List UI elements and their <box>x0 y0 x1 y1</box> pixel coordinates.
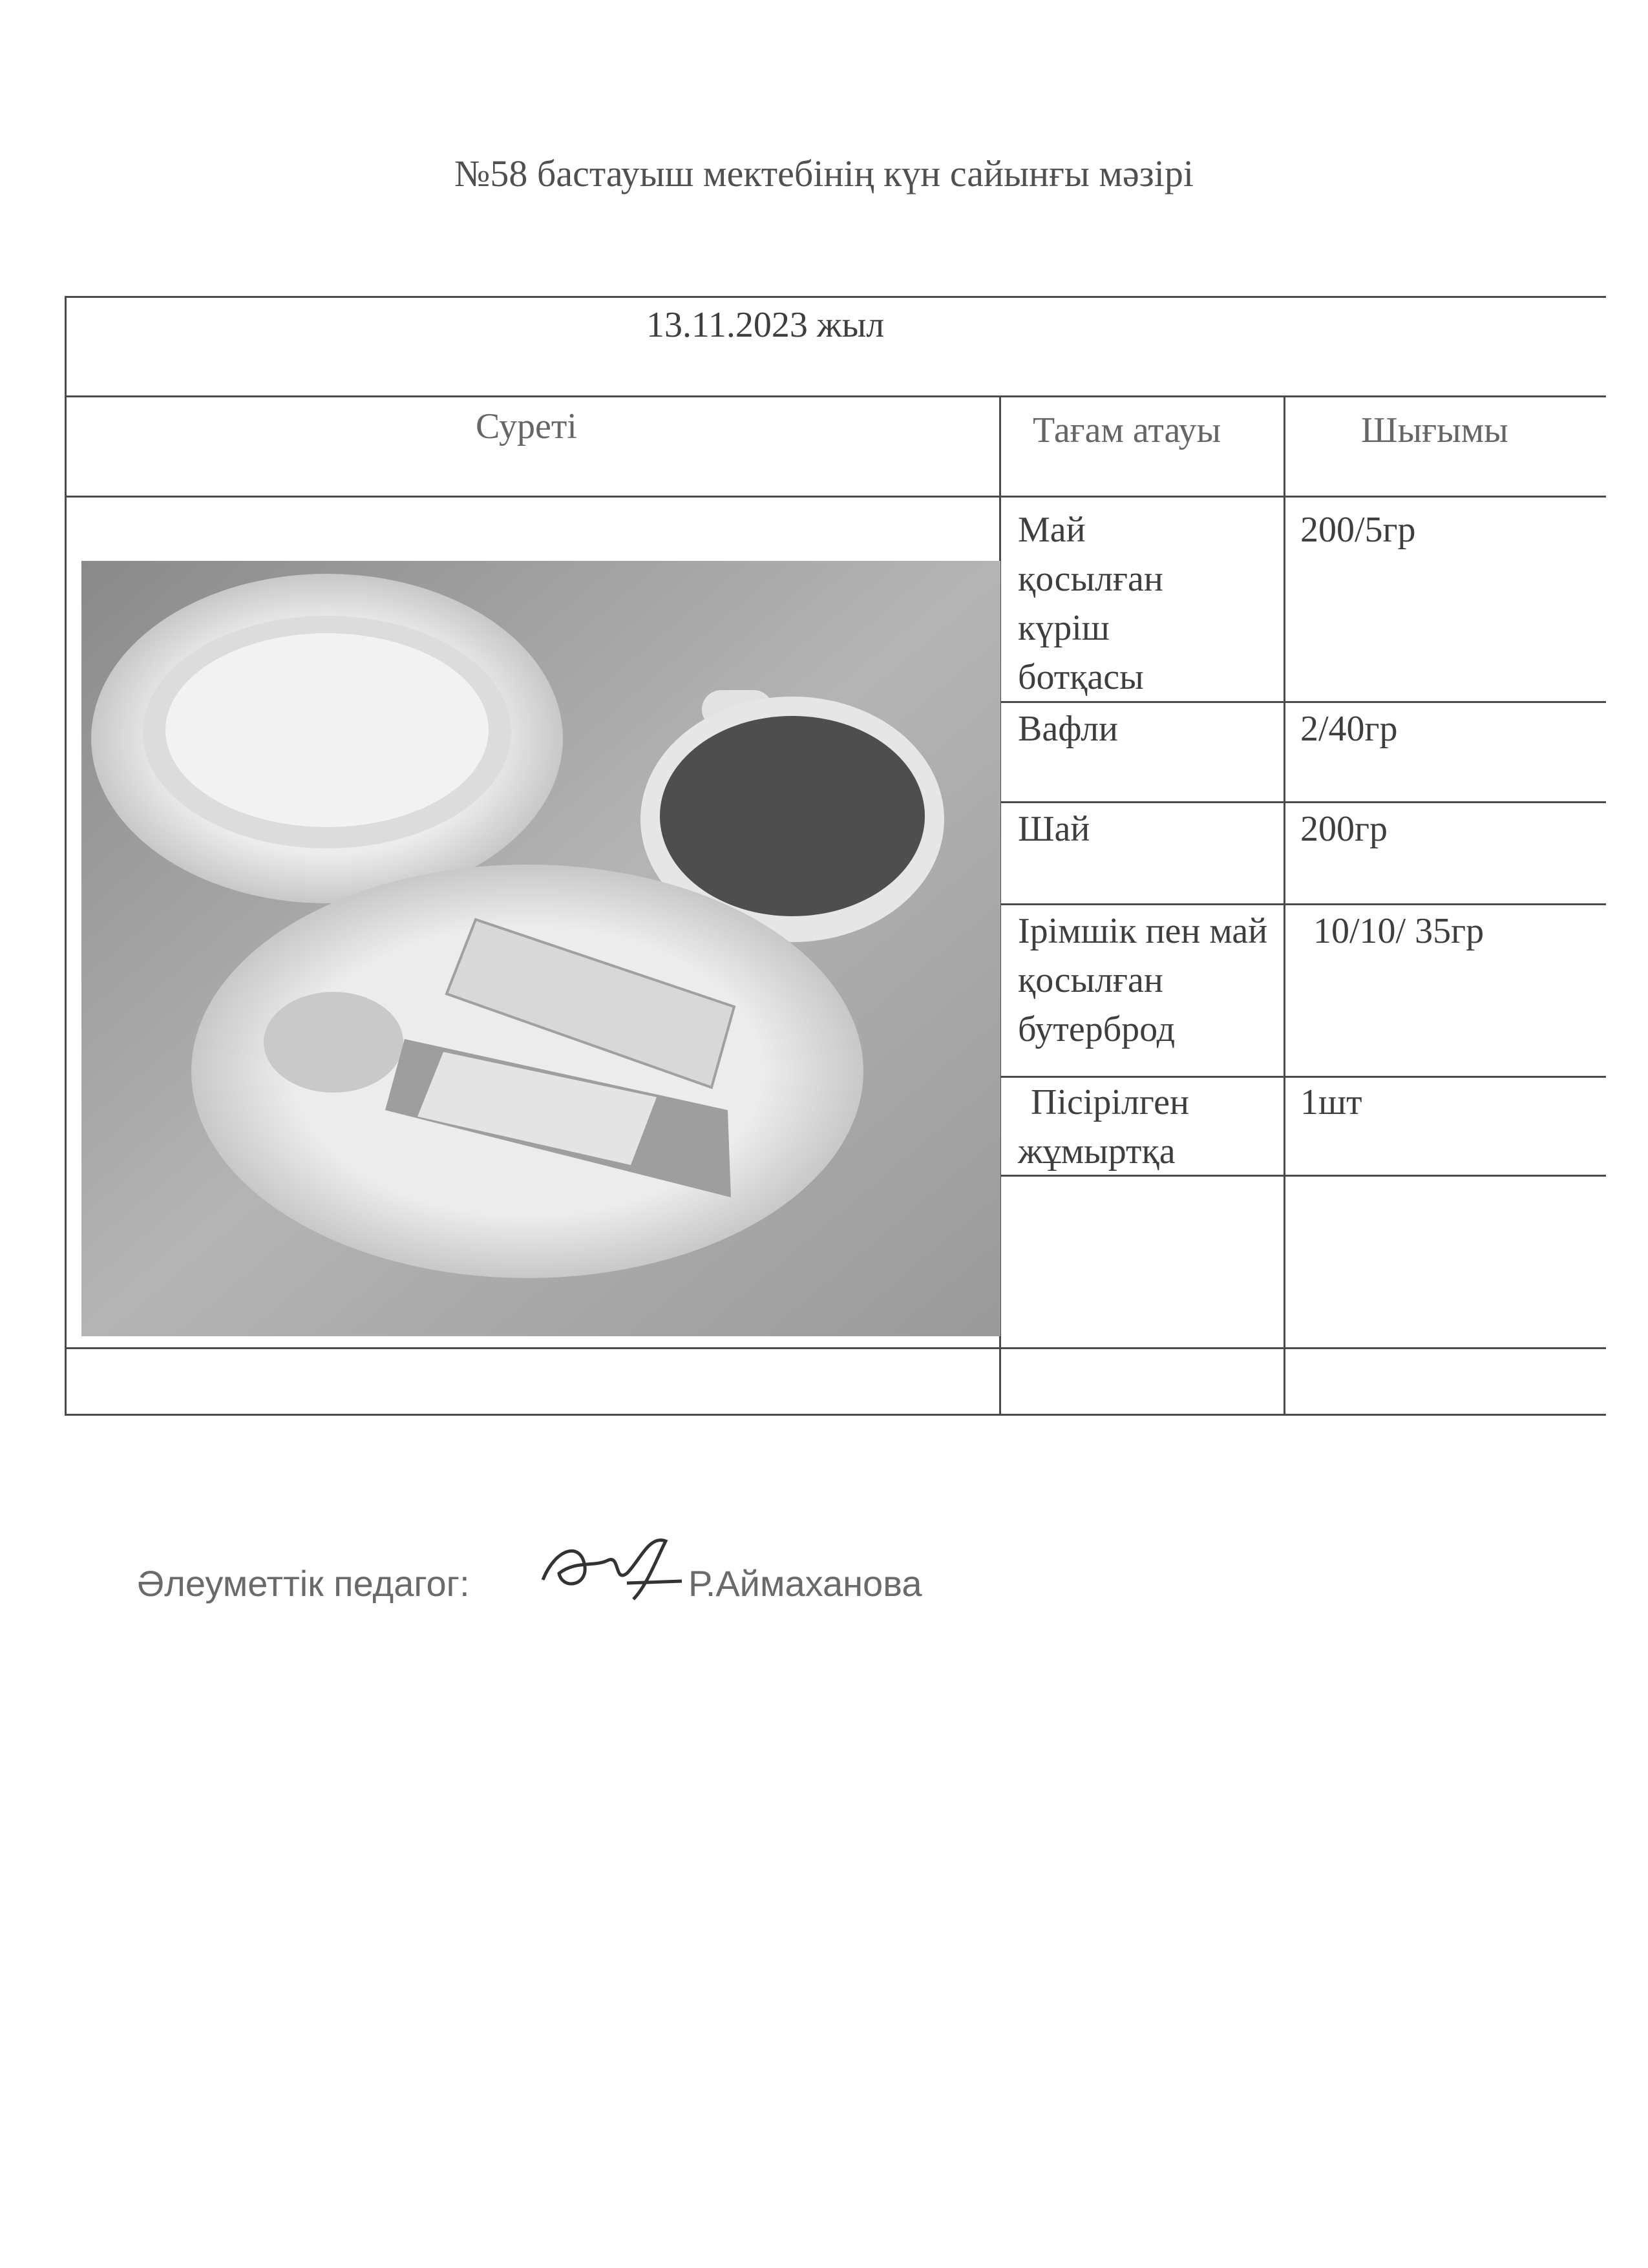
dish-yield: 200гр <box>1300 809 1388 849</box>
header-dish: Тағам атауы <box>1033 410 1221 450</box>
dish-name: Шай <box>1018 809 1090 849</box>
dish-yield: 200/5гр <box>1300 510 1416 550</box>
header-photo: Суреті <box>476 406 577 446</box>
dish-yield: 2/40гр <box>1300 709 1398 749</box>
table-date: 13.11.2023 жыл <box>646 305 885 345</box>
dish-name: Ірімшік пен май қосылған бутерброд <box>1018 911 1268 1049</box>
food-photo <box>81 561 1000 1336</box>
header-yield: Шығымы <box>1361 410 1508 450</box>
dish-name: Май қосылған күріш ботқасы <box>1018 510 1163 697</box>
dish-yield: 10/10/ 35гр <box>1313 911 1484 951</box>
signature-image <box>536 1522 685 1612</box>
dish-name: Пісірілген жұмыртқа <box>1018 1082 1189 1171</box>
footer-role: Әлеуметтік педагог: <box>137 1563 470 1604</box>
dish-name: Вафли <box>1018 709 1119 749</box>
page-title: №58 бастауыш мектебінің күн сайынғы мәзірі <box>454 152 1194 194</box>
footer-name: Р.Аймаханова <box>688 1563 922 1604</box>
dish-yield: 1шт <box>1300 1082 1362 1122</box>
